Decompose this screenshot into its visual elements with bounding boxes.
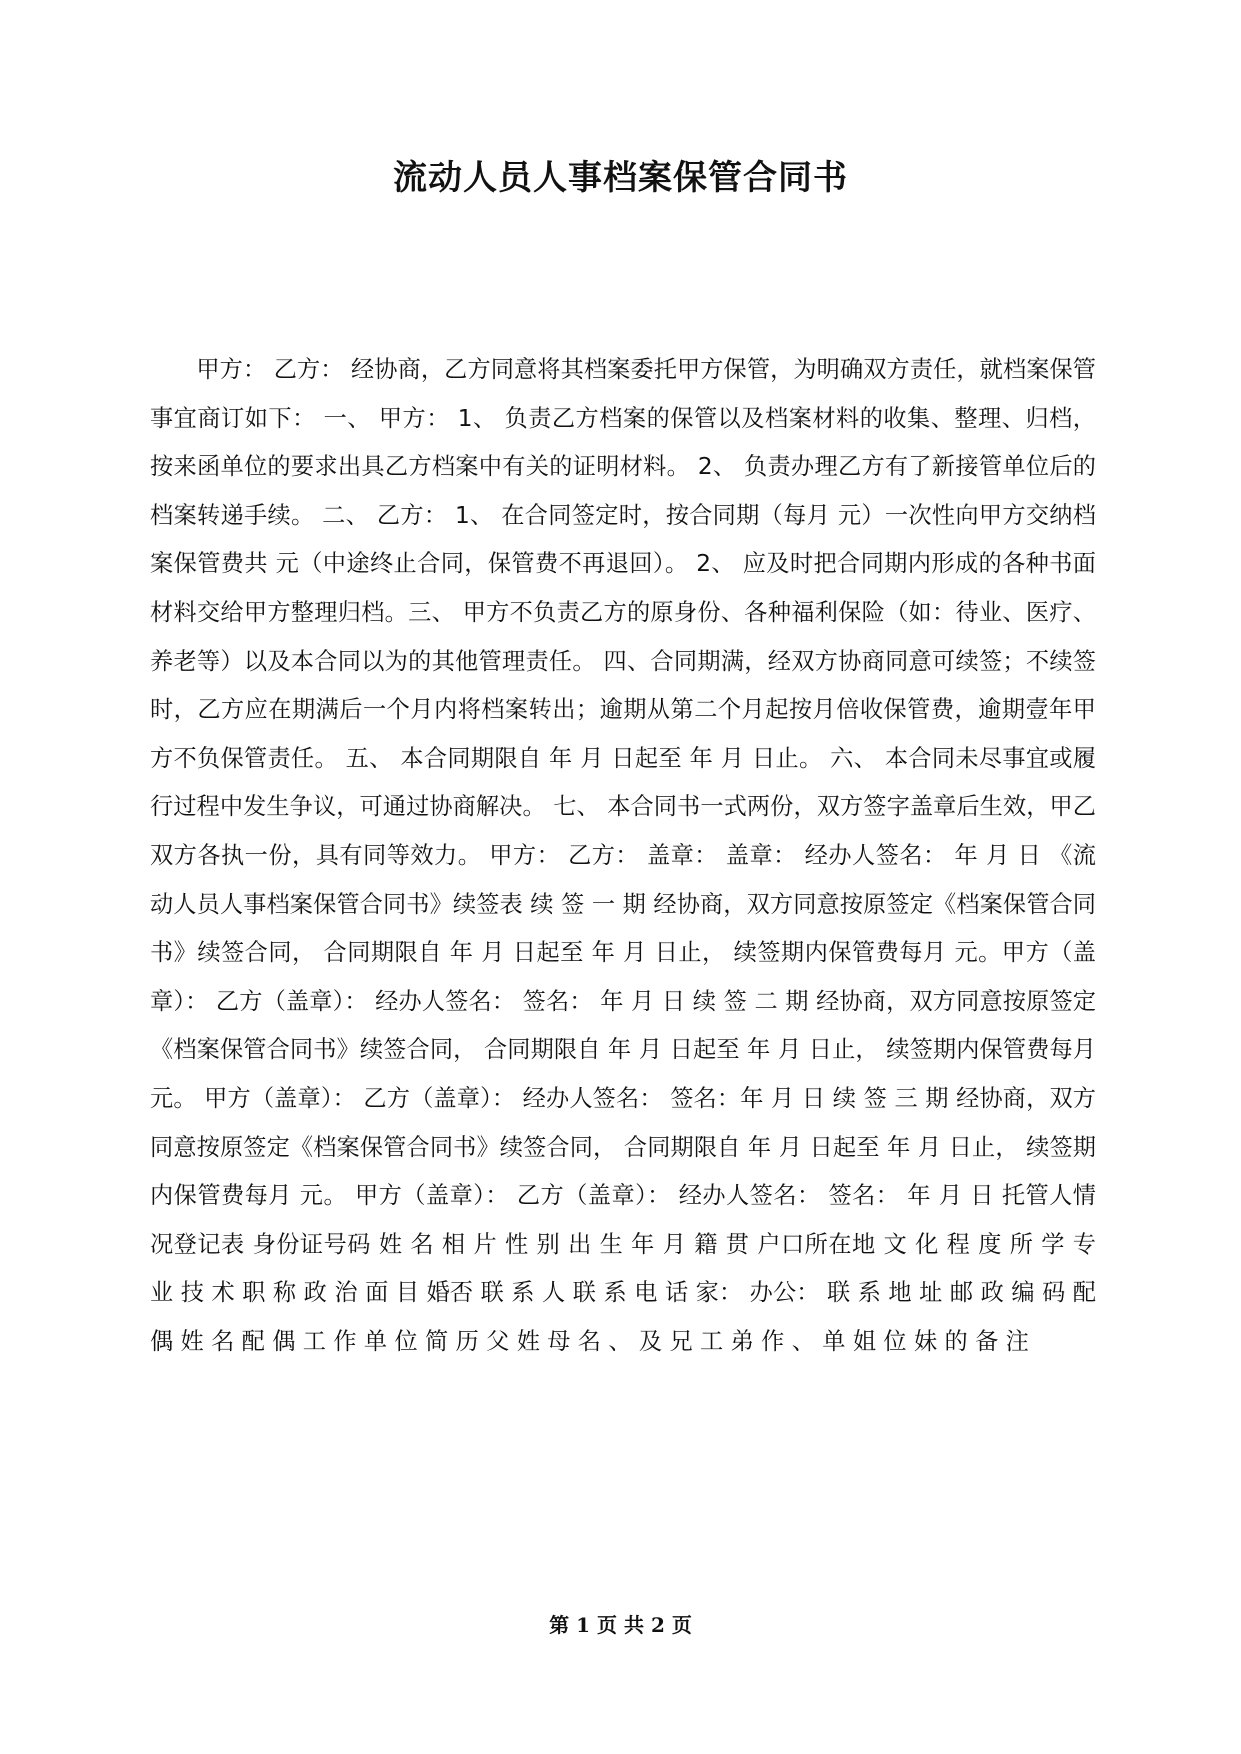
contract-body-text: 甲方： 乙方： 经协商，乙方同意将其档案委托甲方保管，为明确双方责任，就档案保管事宜商订如下： 一、 甲方： 1、 负责乙方档案的保管以及档案材料的收集、整理、归档，按来函单位的要求出具乙方档案中有关的证明材料。 2、 负责办理乙方有了新接管单位后的档案转递手续。 二、 乙方： 1、 在合同签定时，按合同期（每月 元）一次性向甲方交纳档案保管费共 元（中途终止合同，保管费不再退回）。 2、 应及时把合同期内形成的各种书面材料交给甲方整理归档。三、 甲方不负责乙方的原身份、各种福利保险（如：待业、医疗、养老等）以及本合同以为的其他管理责任。 四、合同期满，经双方协商同意可续签；不续签时，乙方应在期满后一个月内将档案转出；逾期从第二个月起按月倍收保管费，逾期壹年甲方不负保管责任。 五、 本合同期限自 年 月 日起至 年 月 日止。 六、 本合同未尽事宜或履行过程中发生争议，可通过协商解决。 七、 本合同书一式两份，双方签字盖章后生效，甲乙双方各执一份，具有同等效力。 甲方： 乙方： 盖章： 盖章： 经办人签名： 年 月 日 《流动人员人事档案保管合同书》续签表 续 签 一 期 经协商，双方同意按原签定《档案保管合同书》续签合同， 合同期限自 年 月 日起至 年 月 日止， 续签期内保管费每月 元。甲方（盖章）： 乙方（盖章）： 经办人签名： 签名： 年 月 日 续 签 二 期 经协商，双方同意按原签定《档案保管合同书》续签合同， 合同期限自 年 月 日起至 年 月 日止， 续签期内保管费每月 元。 甲方（盖章）： 乙方（盖章）： 经办人签名： 签名：年 月 日 续 签 三 期 经协商，双方同意按原签定《档案保管合同书》续签合同， 合同期限自 年 月 日起至 年 月 日止， 续签期内保管费每月 元。 甲方（盖章）： 乙方（盖章）： 经办人签名： 签名： 年 月 日 托管人情况登记表 身份证号码 姓 名 相 片 性 别 出 生 年 月 籍 贯 户口所在地 文 化 程 度 所 学 专 业 技 术 职 称 政 治 面 目 婚否 联 系 人 联 系 电 话 家： 办公： 联 系 地 址 邮 政 编 码 配 偶 姓 名 配 偶 工 作 单 位 简 历 父 姓 母 名 、 及 兄 工 弟 作 、 单 姐 位 妹 的 备 注 [150,356,1096,1355]
page-number-footer: 第 1 页 共 2 页 [549,1613,692,1637]
document-title: 流动人员人事档案保管合同书 [393,158,848,198]
